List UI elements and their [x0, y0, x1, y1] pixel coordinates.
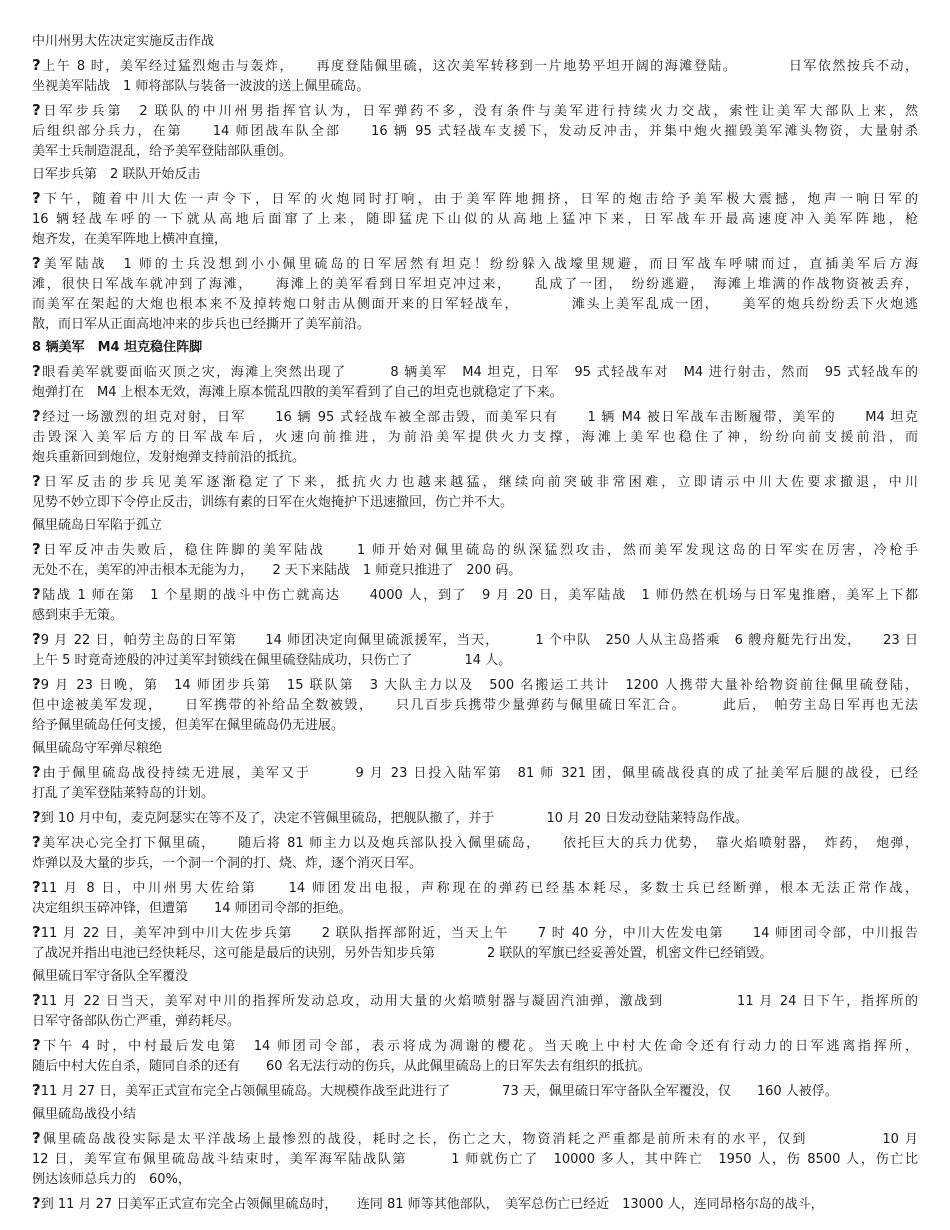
line-text: 下午 4 时，中村最后发电第 14 师团司令部，表示将成为凋谢的樱花。当天晚上中村大佐命令还有行动力的日军逃离指挥所， — [40, 1039, 918, 1054]
paragraph-line — [32, 762, 918, 784]
paragraph-line — [32, 651, 918, 671]
paragraph-mark: ? — [32, 189, 41, 207]
paragraph-line — [32, 448, 918, 468]
line-text: 见势不妙立即下令停止反击，训练有素的日军在火炮掩护下迅速撤回，伤亡并不大。 — [32, 495, 514, 510]
paragraph-mark: ? — [32, 56, 41, 74]
paragraph — [32, 406, 918, 468]
line-text: 美军决心完全打下佩里硫， 随后将 81 师主力以及炮兵部队投入佩里硫岛， 依托巨大的兵力优势， 靠火焰喷射器， 炸药， 炮弹， — [40, 836, 918, 851]
paragraph-line — [32, 807, 918, 829]
line-text: 随后中村大佐自杀，随同自杀的还有 60 名无法行动的伤兵，从此佩里硫岛上的日军失去有组织的抵抗。 — [32, 1059, 651, 1074]
line-text: 11 月 27 日，美军正式宣布完全占领佩里硫岛。大规模作战至此进行了 73 天，佩里硫日军守备队全军覆没，仅 160 人被俘。 — [40, 1084, 838, 1099]
paragraph-line — [32, 406, 918, 428]
paragraph-line — [32, 1057, 918, 1077]
section-heading: 佩里硫岛守军弹尽粮绝 — [32, 741, 163, 756]
paragraph-line — [32, 1193, 918, 1215]
paragraph — [32, 55, 918, 97]
paragraph-line — [32, 383, 918, 403]
line-text: 日军守备部队伤亡严重，弹药耗尽。 — [32, 1014, 241, 1029]
line-text: 炮齐发，在美军阵地上横冲直撞， — [32, 232, 228, 247]
paragraph — [32, 922, 918, 964]
paragraph-line — [32, 990, 918, 1012]
paragraph — [32, 584, 918, 626]
paragraph — [32, 1080, 918, 1102]
paragraph-line — [32, 77, 918, 97]
line-text: 9 月 23 日晚，第 14 师团步兵第 15 联队第 3 大队主力以及 500 名搬运工共计 1200 人携带大量补给物资前往佩里硫登陆， — [40, 678, 918, 693]
paragraph-mark: ? — [32, 254, 41, 272]
paragraph-mark: ? — [32, 833, 41, 851]
paragraph-line — [32, 210, 918, 230]
paragraph-line — [32, 1012, 918, 1032]
paragraph — [32, 629, 918, 671]
line-text: 炸弹以及大量的步兵，一个洞一个洞的打、烧、炸，逐个消灭日军。 — [32, 856, 423, 871]
paragraph-mark: ? — [32, 585, 41, 603]
paragraph-line — [32, 493, 918, 513]
paragraph-line — [32, 275, 918, 295]
paragraph — [32, 1128, 918, 1190]
line-text: 决定组织玉碎冲锋，但遭第 14 师团司令部的拒绝。 — [32, 901, 352, 916]
line-text: 陆战 1 师在第 1 个星期的战斗中伤亡就高达 4000 人，到了 9 月 20 日，美军陆战 1 师仍然在机场与日军鬼推磨，美军上下都 — [40, 588, 918, 603]
line-text: 11 月 22 日，美军冲到中川大佐步兵第 2 联队指挥部附近，当天上午 7 时 40 分，中川大佐发电第 14 师团司令部，中川报告 — [40, 926, 918, 941]
paragraph-line — [32, 944, 918, 964]
paragraph-line — [32, 1150, 918, 1170]
paragraph-mark: ? — [32, 923, 41, 941]
paragraph-line — [32, 122, 918, 142]
line-text: 后组织部分兵力，在第 14 师团战车队全部 16 辆 95 式轻战车支援下，发动反冲击，并集中炮火摧毁美军滩头物资，大量射杀 — [32, 124, 918, 139]
line-text: 但中途被美军发现， 日军携带的补给品全数被毁， 只几百步兵携带少量弹药与佩里硫日军汇合。 此后， 帕劳主岛日军再也无法 — [32, 698, 918, 713]
paragraph-mark: ? — [32, 808, 41, 826]
paragraph-line — [32, 230, 918, 250]
paragraph-line — [32, 188, 918, 210]
document-page — [32, 32, 918, 1218]
paragraph-mark: ? — [32, 1081, 41, 1099]
paragraph-line — [32, 1128, 918, 1150]
line-text: 感到束手无策。 — [32, 608, 124, 623]
paragraph — [32, 1035, 918, 1077]
paragraph-line — [32, 922, 918, 944]
paragraph-line — [32, 854, 918, 874]
section-heading: 中川州男大佐决定实施反击作战 — [32, 34, 215, 49]
line-text: 打乱了美军登陆莱特岛的计划。 — [32, 786, 215, 801]
section-heading: 佩里硫日军守备队全军覆没 — [32, 969, 189, 984]
paragraph-line — [32, 877, 918, 899]
line-text: 上午 5 时竟奇迹般的冲过美军封锁线在佩里硫登陆成功，只伤亡了 14 人。 — [32, 653, 512, 668]
paragraph-mark: ? — [32, 540, 41, 558]
paragraph-line — [32, 1035, 918, 1057]
paragraph-line — [32, 832, 918, 854]
paragraph — [32, 100, 918, 162]
line-text: 经过一场激烈的坦克对射，日军 16 辆 95 式轻战车被全部击毁，而美军只有 1 辆 M4 被日军战车击断履带，美军的 M4 坦克 — [40, 410, 918, 425]
paragraph-line — [32, 606, 918, 626]
paragraph-line — [32, 696, 918, 716]
paragraph-mark: ? — [32, 763, 41, 781]
paragraph — [32, 253, 918, 335]
paragraph-mark: ? — [32, 878, 41, 896]
paragraph-mark: ? — [32, 472, 41, 490]
line-text: 击毁深入美军后方的日军战车后，火速向前推进，为前沿美军提供火力支撑，海滩上美军也稳住了神，纷纷向前支援前沿，而 — [32, 430, 918, 445]
paragraph — [32, 361, 918, 403]
paragraph — [32, 877, 918, 919]
paragraph-line — [32, 561, 918, 581]
line-text: 炮兵重新回到炮位，发射炮弹支持前沿的抵抗。 — [32, 450, 306, 465]
paragraph-mark: ? — [32, 1194, 41, 1212]
line-text: 下午，随着中川大佐一声令下，日军的火炮同时打响，由于美军阵地拥挤，日军的炮击给予美军极大震撼，炮声一响日军的 — [40, 192, 918, 207]
paragraph — [32, 990, 918, 1032]
section-heading: 日军步兵第 2 联队开始反击 — [32, 167, 201, 182]
line-text: 由于佩里硫岛战役持续无进展，美军又于 9 月 23 日投入陆军第 81 师 321 团，佩里硫战役真的成了扯美军后腿的战役，已经 — [40, 766, 918, 781]
paragraph-mark: ? — [32, 101, 41, 119]
paragraph-line — [32, 584, 918, 606]
section-heading: 佩里硫岛日军陷于孤立 — [32, 518, 163, 533]
paragraph — [32, 188, 918, 250]
paragraph-line — [32, 253, 918, 275]
paragraph-line — [32, 784, 918, 804]
line-text: 11 月 8 日，中川州男大佐给第 14 师团发出电报，声称现在的弹药已经基本耗尽，多数士兵已经断弹，根本无法正常作战， — [40, 881, 918, 896]
line-text: 滩，很快日军战车就冲到了海滩， 海滩上的美军看到日军坦克冲过来， 乱成了一团， 纷纷逃避， 海滩上堆满的作战物资被丢弃， — [32, 277, 918, 292]
line-text: 无处不在，美军的冲击根本无能为力， 2 天下来陆战 1 师竟只推进了 200 码。 — [32, 563, 522, 578]
line-text: 上午 8 时，美军经过猛烈炮击与轰炸， 再度登陆佩里硫，这次美军转移到一片地势平坦开阔的海滩登陆。 日军依然按兵不动， — [40, 59, 918, 74]
paragraph-line — [32, 716, 918, 736]
paragraph — [32, 807, 918, 829]
section-heading: 8 辆美军 M4 坦克稳住阵脚 — [32, 340, 203, 355]
paragraph-mark: ? — [32, 407, 41, 425]
paragraph-line — [32, 629, 918, 651]
paragraph-line — [32, 539, 918, 561]
line-text: 12 日，美军宣布佩里硫岛战斗结束时，美军海军陆战队第 1 师就伤亡了 10000 多人，其中阵亡 1950 人，伤 8500 人，伤亡比 — [32, 1152, 918, 1167]
paragraph-line — [32, 1080, 918, 1102]
line-text: 而美军在架起的大炮也根本来不及掉转炮口射击从侧面开来的日军轻战车， 滩头上美军乱成一团， 美军的炮兵纷纷丢下火炮逃 — [32, 297, 918, 312]
paragraph — [32, 674, 918, 736]
line-text: 日军反冲击失败后，稳住阵脚的美军陆战 1 师开始对佩里硫岛的纵深猛烈攻击，然而美军发现这岛的日军实在厉害，冷枪手 — [40, 543, 918, 558]
paragraph-mark: ? — [32, 675, 41, 693]
paragraph — [32, 471, 918, 513]
paragraph-line — [32, 142, 918, 162]
paragraph-line — [32, 315, 918, 335]
section-heading: 佩里硫岛战役小结 — [32, 1107, 137, 1122]
paragraph — [32, 539, 918, 581]
line-text: 坐视美军陆战 1 师将部队与装备一波波的送上佩里硫岛。 — [32, 79, 370, 94]
line-text: 11 月 22 日当天，美军对中川的指挥所发动总攻，动用大量的火焰喷射器与凝固汽油弹，激战到 11 月 24 日下午，指挥所的 — [40, 994, 918, 1009]
paragraph-line — [32, 428, 918, 448]
paragraph — [32, 762, 918, 804]
paragraph-mark: ? — [32, 991, 41, 1009]
line-text: 美军陆战 1 师的士兵没想到小小佩里硫岛的日军居然有坦克！纷纷躲入战壕里规避，而日军战车呼啸而过，直插美军后方海 — [40, 257, 918, 272]
paragraph-line — [32, 55, 918, 77]
paragraph-line — [32, 295, 918, 315]
paragraph-mark: ? — [32, 1036, 41, 1054]
paragraph-mark: ? — [32, 630, 41, 648]
line-text: 给予佩里硫岛任何支援，但美军在佩里硫岛仍无进展。 — [32, 718, 345, 733]
line-text: 日军反击的步兵见美军逐渐稳定了下来，抵抗火力也越来越猛，继续向前突破非常困难，立即请示中川大佐要求撤退，中川 — [40, 475, 918, 490]
line-text: 炮弹打在 M4 上根本无效，海滩上原本慌乱四散的美军看到了自己的坦克也就稳定了下来。 — [32, 385, 563, 400]
line-text: 9 月 22 日，帕劳主岛的日军第 14 师团决定向佩里硫派援军，当天， 1 个中队 250 人从主岛搭乘 6 艘舟艇先行出发， 23 日 — [40, 633, 918, 648]
line-text: 到 10 月中旬，麦克阿瑟实在等不及了，决定不管佩里硫岛，把舰队撤了，并于 10 月 20 日发动登陆莱特岛作战。 — [40, 811, 748, 826]
paragraph-line — [32, 100, 918, 122]
line-text: 佩里硫岛战役实际是太平洋战场上最惨烈的战役，耗时之长，伤亡之大，物资消耗之严重都是前所未有的水平，仅到 10 月 — [40, 1132, 918, 1147]
line-text: 了战况并指出电池已经快耗尽，这可能是最后的诀别，另外告知步兵第 2 联队的军旗已经妥善处置，机密文件已经销毁。 — [32, 946, 773, 961]
paragraph-line — [32, 471, 918, 493]
paragraph — [32, 1193, 918, 1215]
line-text: 日军步兵第 2 联队的中川州男指挥官认为，日军弹药不多，没有条件与美军进行持续火力交战，索性让美军大部队上来，然 — [40, 104, 918, 119]
line-text: 美军士兵制造混乱，给予美军登陆部队重创。 — [32, 144, 293, 159]
paragraph-line — [32, 361, 918, 383]
paragraph-line — [32, 674, 918, 696]
line-text: 到 11 月 27 日美军正式宣布完全占领佩里硫岛时， 连同 81 师等其他部队， 美军总伤亡已经近 13000 人，连同昂格尔岛的战斗， — [40, 1197, 824, 1212]
line-text: 16 辆轻战车呼的一下就从高地后面窜了上来，随即猛虎下山似的从高地上猛冲下来，日军战车开最高速度冲入美军阵地，枪 — [32, 212, 918, 227]
paragraph-mark: ? — [32, 1129, 41, 1147]
paragraph — [32, 832, 918, 874]
line-text: 散，而日军从正面高地冲来的步兵也已经撕开了美军前沿。 — [32, 317, 371, 332]
line-text: 眼看美军就要面临灭顶之灾，海滩上突然出现了 8 辆美军 M4 坦克，日军 95 式轻战车对 M4 进行射击，然而 95 式轻战车的 — [40, 365, 918, 380]
line-text: 例达该师总兵力的 60%， — [32, 1172, 191, 1187]
paragraph-line — [32, 899, 918, 919]
paragraph-line — [32, 1170, 918, 1190]
paragraph-mark: ? — [32, 362, 41, 380]
